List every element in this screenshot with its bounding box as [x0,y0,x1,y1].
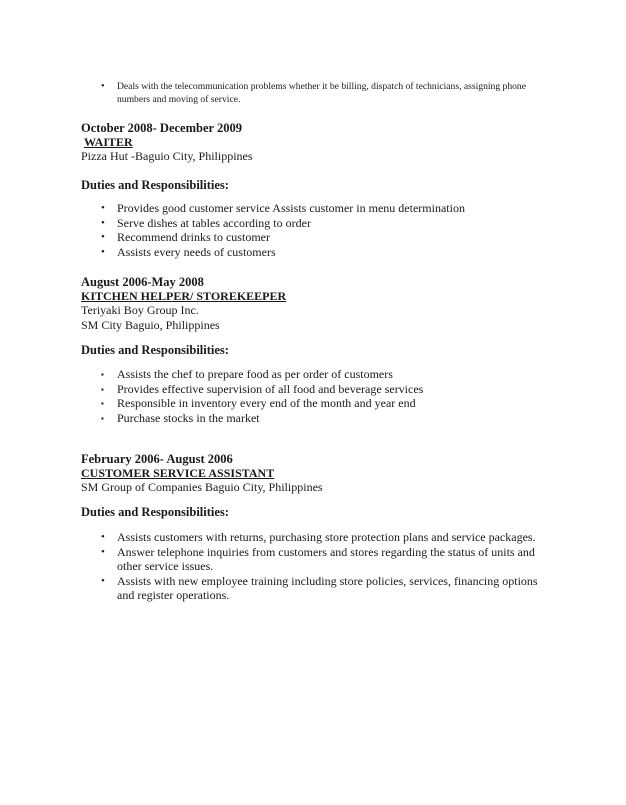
job-title: WAITER [84,135,133,149]
job-section-waiter [81,121,551,259]
list-item: • Serve dishes at tables according to order [101,215,311,230]
list-item: • Recommend drinks to customer [101,230,270,245]
bullet-icon: ▪ [101,384,104,394]
bullet-icon: • [101,545,105,558]
job-date: August 2006-May 2008 [81,275,204,289]
intro-list [81,81,551,106]
job-section-customer-service [81,452,551,603]
bullet-icon: ▪ [101,413,104,423]
bullet-icon: • [101,202,105,214]
job-organization: Teriyaki Boy Group Inc. [81,303,199,317]
bullet-icon: ▪ [101,370,104,379]
list-item: ▪ Purchase stocks in the market [101,410,260,425]
list-item: • Assists every needs of customers [101,244,276,259]
bullet-icon: • [101,245,105,258]
list-item: • Answer telephone inquiries from customers and stores regarding the status of units and other service issues. [101,544,535,574]
job-title: KITCHEN HELPER/ STOREKEEPER [81,289,287,303]
duties-list [81,530,551,603]
bullet-icon: • [101,574,105,587]
list-item: • Assists customers with returns, purchasing store protection plans and service packages. [101,530,536,544]
list-item: • Provides good customer service Assists customer in menu determination [101,201,465,215]
duties-heading: Duties and Responsibilities: [81,178,229,192]
duties-heading: Duties and Responsibilities: [81,505,229,519]
bullet-icon: • [101,216,105,229]
duties-heading: Duties and Responsibilities: [81,343,229,357]
job-organization: Pizza Hut -Baguio City, Philippines [81,149,253,163]
bullet-icon: ▪ [101,399,104,409]
bullet-icon: • [101,81,105,92]
list-item: • Assists with new employee training including store policies, services, financing options and register operations. [101,573,538,603]
list-item: • Deals with the telecommunication problems whether it be billing, dispatch of technicians, assigning phone numbers and moving of service. [101,81,526,105]
job-section-kitchen-helper [81,275,551,425]
job-date: October 2008- December 2009 [81,121,242,135]
duties-list [81,367,551,425]
list-item: ▪ Provides effective supervision of all food and beverage services [101,381,424,396]
job-title: CUSTOMER SERVICE ASSISTANT [81,466,275,480]
intro-section [81,81,551,106]
job-organization: SM Group of Companies Baguio City, Philippines [81,480,323,494]
bullet-icon: • [101,531,105,543]
list-item: ▪ Assists the chef to prepare food as per order of customers [101,367,393,381]
bullet-icon: • [101,231,105,244]
duties-list [81,201,551,259]
job-date: February 2006- August 2006 [81,452,233,466]
job-location: SM City Baguio, Philippines [81,318,220,332]
list-item: ▪ Responsible in inventory every end of the month and year end [101,396,416,411]
